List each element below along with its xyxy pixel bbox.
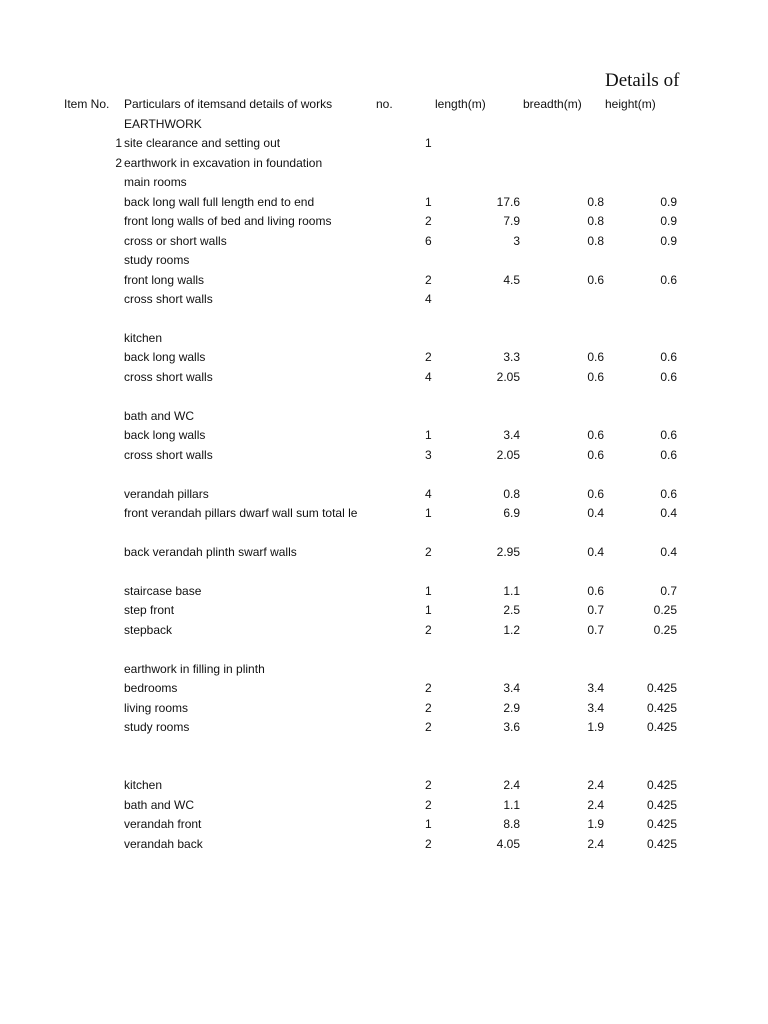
- height-cell: 0.425: [646, 798, 677, 812]
- length-cell: 7.9: [503, 214, 520, 228]
- particulars-cell: site clearance and setting out: [124, 136, 281, 150]
- no-cell: 2: [425, 837, 432, 851]
- particulars-cell: bedrooms: [124, 681, 178, 695]
- length-cell: 2.5: [503, 603, 520, 617]
- particulars-cell: earthwork in filling in plinth: [124, 662, 265, 676]
- no-cell: 2: [425, 701, 432, 715]
- particulars-cell: staircase base: [124, 584, 202, 598]
- height-cell: 0.25: [653, 623, 677, 637]
- breadth-cell: 0.6: [587, 370, 604, 384]
- table-row: [0, 796, 768, 815]
- particulars-cell: cross or short walls: [124, 234, 227, 248]
- no-cell: 1: [425, 136, 432, 150]
- particulars-cell: verandah pillars: [124, 487, 209, 501]
- page-title: Details of: [605, 70, 680, 91]
- no-cell: 1: [425, 584, 432, 598]
- particulars-cell: verandah front: [124, 817, 202, 831]
- table-row: [0, 815, 768, 834]
- table-row: [0, 154, 768, 173]
- table-row: [0, 543, 768, 562]
- table-row: [0, 251, 768, 270]
- height-cell: 0.425: [646, 701, 677, 715]
- breadth-cell: 2.4: [587, 778, 604, 792]
- no-cell: 1: [425, 428, 432, 442]
- table-row: [0, 640, 768, 659]
- length-cell: 3.4: [503, 428, 520, 442]
- table-row: [0, 601, 768, 620]
- table-row: [0, 582, 768, 601]
- length-cell: 3.3: [503, 350, 520, 364]
- breadth-cell: 2.4: [587, 798, 604, 812]
- table-row: [0, 115, 768, 134]
- no-cell: 1: [425, 817, 432, 831]
- particulars-cell: kitchen: [124, 331, 163, 345]
- height-cell: 0.9: [660, 214, 677, 228]
- no-cell: 2: [425, 720, 432, 734]
- length-cell: 2.4: [503, 778, 520, 792]
- table-row: [0, 368, 768, 387]
- height-cell: 0.425: [646, 837, 677, 851]
- table-row: [0, 232, 768, 251]
- height-cell: 0.6: [660, 273, 677, 287]
- breadth-cell: 0.8: [587, 195, 604, 209]
- particulars-cell: kitchen: [124, 778, 163, 792]
- particulars-cell: earthwork in excavation in foundation: [124, 156, 323, 170]
- no-cell: 6: [425, 234, 432, 248]
- table-row: [0, 718, 768, 737]
- header-length: length(m): [435, 97, 486, 111]
- height-cell: 0.6: [660, 350, 677, 364]
- table-row: [0, 290, 768, 309]
- particulars-cell: back long walls: [124, 350, 206, 364]
- length-cell: 0.8: [503, 487, 520, 501]
- length-cell: 1.1: [503, 798, 520, 812]
- table-row: [0, 660, 768, 679]
- particulars-cell: cross short walls: [124, 448, 213, 462]
- particulars-cell: bath and WC: [124, 798, 195, 812]
- table-row: [0, 446, 768, 465]
- height-cell: 0.4: [660, 545, 677, 559]
- particulars-cell: EARTHWORK: [124, 117, 202, 131]
- table-row: [0, 212, 768, 231]
- table-row: [0, 699, 768, 718]
- no-cell: 2: [425, 778, 432, 792]
- breadth-cell: 1.9: [587, 817, 604, 831]
- height-cell: 0.6: [660, 428, 677, 442]
- table-row: [0, 173, 768, 192]
- table-row: [0, 310, 768, 329]
- table-row: [0, 465, 768, 484]
- breadth-cell: 0.6: [587, 273, 604, 287]
- length-cell: 1.1: [503, 584, 520, 598]
- header-breadth: breadth(m): [523, 97, 582, 111]
- length-cell: 2.95: [496, 545, 520, 559]
- particulars-cell: back long wall full length end to end: [124, 195, 315, 209]
- header-no: no.: [376, 97, 393, 111]
- no-cell: 2: [425, 273, 432, 287]
- table-row: [0, 407, 768, 426]
- no-cell: 2: [425, 798, 432, 812]
- length-cell: 2.05: [496, 448, 520, 462]
- height-cell: 0.425: [646, 681, 677, 695]
- table-row: [0, 485, 768, 504]
- length-cell: 4.05: [496, 837, 520, 851]
- breadth-cell: 3.4: [587, 701, 604, 715]
- height-cell: 0.425: [646, 720, 677, 734]
- no-cell: 2: [425, 681, 432, 695]
- breadth-cell: 3.4: [587, 681, 604, 695]
- height-cell: 0.6: [660, 370, 677, 384]
- no-cell: 4: [425, 292, 432, 306]
- table-row: [0, 329, 768, 348]
- particulars-cell: back long walls: [124, 428, 206, 442]
- no-cell: 3: [425, 448, 432, 462]
- length-cell: 2.9: [503, 701, 520, 715]
- breadth-cell: 0.6: [587, 350, 604, 364]
- table-row: [0, 562, 768, 581]
- table-row: [0, 193, 768, 212]
- header-item-no: Item No.: [64, 97, 110, 111]
- no-cell: 1: [425, 195, 432, 209]
- table-row: [0, 621, 768, 640]
- length-cell: 1.2: [503, 623, 520, 637]
- table-row: [0, 835, 768, 854]
- length-cell: 6.9: [503, 506, 520, 520]
- particulars-cell: front long walls: [124, 273, 205, 287]
- no-cell: 4: [425, 487, 432, 501]
- item-no-cell: 1: [115, 136, 122, 150]
- no-cell: 1: [425, 506, 432, 520]
- height-cell: 0.9: [660, 234, 677, 248]
- length-cell: 3.4: [503, 681, 520, 695]
- height-cell: 0.7: [660, 584, 677, 598]
- length-cell: 3.6: [503, 720, 520, 734]
- particulars-cell: cross short walls: [124, 292, 213, 306]
- table-row: [0, 348, 768, 367]
- particulars-cell: verandah back: [124, 837, 203, 851]
- breadth-cell: 0.6: [587, 487, 604, 501]
- no-cell: 2: [425, 350, 432, 364]
- particulars-cell: study rooms: [124, 253, 190, 267]
- no-cell: 2: [425, 214, 432, 228]
- table-row: [0, 757, 768, 776]
- breadth-cell: 0.8: [587, 234, 604, 248]
- header-particulars: Particulars of itemsand details of works: [124, 97, 333, 111]
- breadth-cell: 0.7: [587, 623, 604, 637]
- height-cell: 0.6: [660, 448, 677, 462]
- particulars-cell: back verandah plinth swarf walls: [124, 545, 297, 559]
- item-no-cell: 2: [115, 156, 122, 170]
- particulars-cell: bath and WC: [124, 409, 195, 423]
- length-cell: 4.5: [503, 273, 520, 287]
- header-height: height(m): [605, 97, 656, 111]
- table-row: [0, 737, 768, 756]
- particulars-cell: front verandah pillars dwarf wall sum total le: [124, 506, 358, 520]
- height-cell: 0.4: [660, 506, 677, 520]
- length-cell: 17.6: [496, 195, 520, 209]
- breadth-cell: 0.7: [587, 603, 604, 617]
- length-cell: 8.8: [503, 817, 520, 831]
- height-cell: 0.25: [653, 603, 677, 617]
- height-cell: 0.425: [646, 778, 677, 792]
- no-cell: 2: [425, 545, 432, 559]
- breadth-cell: 0.6: [587, 448, 604, 462]
- particulars-cell: main rooms: [124, 175, 187, 189]
- particulars-cell: front long walls of bed and living rooms: [124, 214, 332, 228]
- breadth-cell: 0.4: [587, 545, 604, 559]
- table-header: [0, 95, 768, 114]
- breadth-cell: 0.4: [587, 506, 604, 520]
- table-row: [0, 271, 768, 290]
- table-row: [0, 776, 768, 795]
- height-cell: 0.6: [660, 487, 677, 501]
- table-row: [0, 134, 768, 153]
- table-row: [0, 426, 768, 445]
- breadth-cell: 0.6: [587, 428, 604, 442]
- table-row: [0, 523, 768, 542]
- particulars-cell: step front: [124, 603, 175, 617]
- particulars-cell: study rooms: [124, 720, 190, 734]
- height-cell: 0.425: [646, 817, 677, 831]
- table-row: [0, 387, 768, 406]
- breadth-cell: 2.4: [587, 837, 604, 851]
- no-cell: 4: [425, 370, 432, 384]
- no-cell: 2: [425, 623, 432, 637]
- breadth-cell: 1.9: [587, 720, 604, 734]
- length-cell: 3: [513, 234, 520, 248]
- breadth-cell: 0.6: [587, 584, 604, 598]
- particulars-cell: living rooms: [124, 701, 189, 715]
- table-row: [0, 504, 768, 523]
- no-cell: 1: [425, 603, 432, 617]
- table-row: [0, 679, 768, 698]
- breadth-cell: 0.8: [587, 214, 604, 228]
- particulars-cell: cross short walls: [124, 370, 213, 384]
- length-cell: 2.05: [496, 370, 520, 384]
- particulars-cell: stepback: [124, 623, 173, 637]
- height-cell: 0.9: [660, 195, 677, 209]
